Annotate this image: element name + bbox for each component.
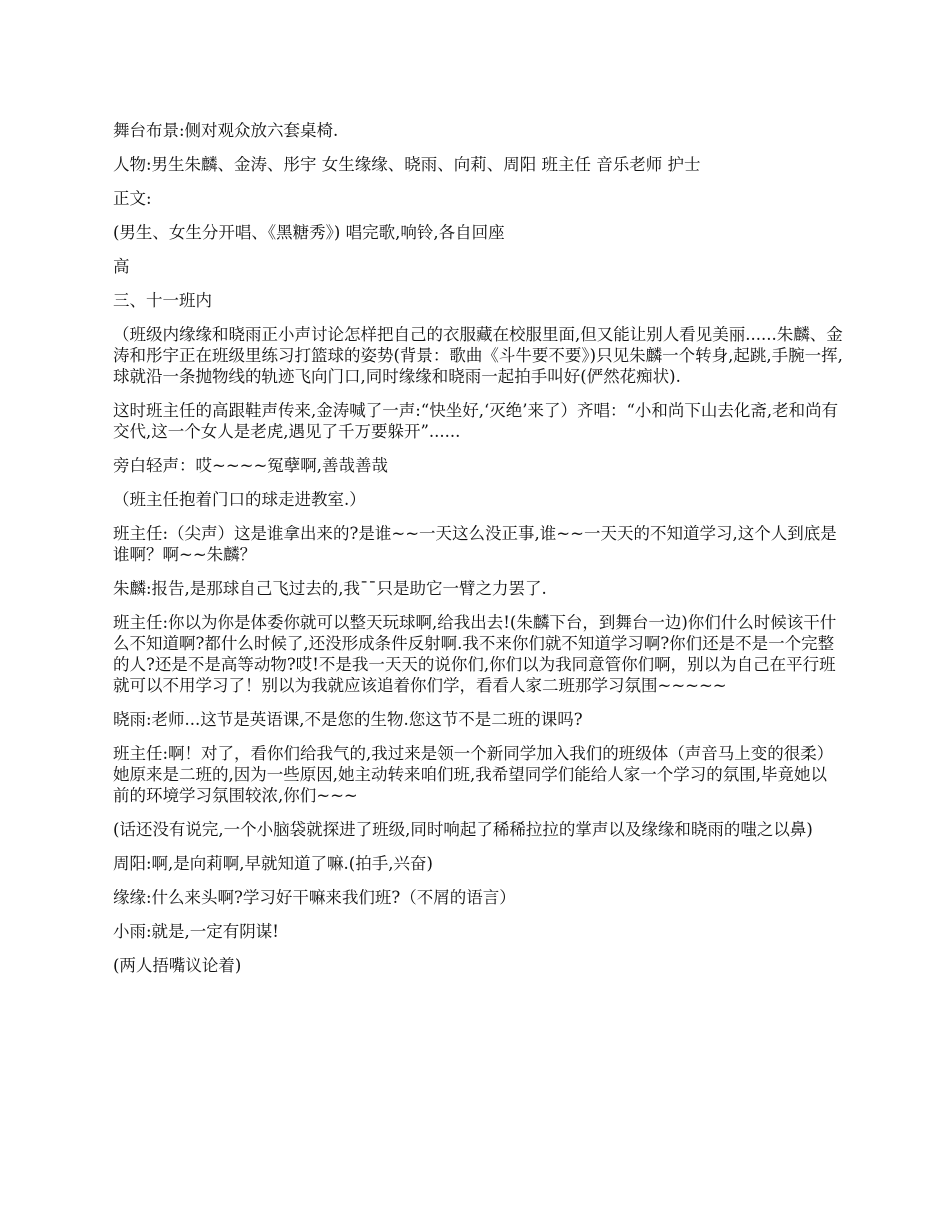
dialogue-line: 小雨:就是,一定有阴谋! bbox=[113, 922, 279, 941]
narrator-line: 旁白轻声：哎~~~~冤孽啊,善哉善哉 bbox=[113, 456, 389, 475]
stage-direction: (两人捂嘴议论着) bbox=[113, 956, 242, 975]
dialogue-line: 周阳:啊,是向莉啊,早就知道了嘛.(拍手,兴奋) bbox=[113, 854, 433, 873]
heading-fragment: 高 bbox=[113, 257, 130, 276]
scene-heading: 三、十一班内 bbox=[113, 291, 212, 310]
main-text-label: 正文: bbox=[113, 189, 152, 208]
document-body bbox=[113, 120, 843, 989]
dialogue-line: 朱麟:报告,是那球自己飞过去的,我¯¯只是助它一臂之力罢了. bbox=[113, 579, 547, 598]
dialogue-line: 班主任:（尖声）这是谁拿出来的?是谁~~一天这么没正事,谁~~一天天的不知道学习,这个人到底是谁啊？啊~~朱麟？ bbox=[113, 524, 837, 564]
dialogue-line: 班主任:啊！对了，看你们给我气的,我过来是领一个新同学加入我们的班级体（声音马上变的很柔）她原来是二班的,因为一些原因,她主动转来咱们班,我希望同学们能给人家一个学习的氛围,毕竟她以前的环境学习氛围较浓,你们~~~ bbox=[113, 744, 834, 805]
dialogue-line: 班主任:你以为你是体委你就可以整天玩球啊,给我出去!(朱麟下台，到舞台一边)你们什么时候该干什么不知道啊?都什么时候了,还没形成条件反射啊.我不来你们就不知道学习啊?你们还是不是一个完整的人?还是不是高等动物?哎!不是我一天天的说你们,你们以为我同意管你们啊，别以为自己在平行班就可以不用学习了！别以为我就应该追着你们学，看看人家二班那学习氛围~~~~~ bbox=[113, 613, 837, 695]
stage-direction: （班级内缘缘和晓雨正小声讨论怎样把自己的衣服藏在校服里面,但又能让别人看见美丽......朱麟、金涛和彤宇正在班级里练习打篮球的姿势(背景：歌曲《斗牛要不要》)只见朱麟一个转身,起跳,手腕一挥,球就沿一条抛物线的轨迹飞向门口,同时缘缘和晓雨一起拍手叫好(俨然花痴状). bbox=[113, 325, 843, 386]
stage-direction: （班主任抱着门口的球走进教室.） bbox=[113, 490, 366, 509]
stage-direction: (男生、女生分开唱、《黑糖秀》) 唱完歌,响铃,各自回座 bbox=[113, 223, 505, 242]
stage-direction: (话还没有说完,一个小脑袋就探进了班级,同时响起了稀稀拉拉的掌声以及缘缘和晓雨的嗤之以鼻) bbox=[113, 820, 813, 839]
characters-line: 人物:男生朱麟、金涛、彤宇 女生缘缘、晓雨、向莉、周阳 班主任 音乐老师 护士 bbox=[113, 155, 701, 174]
stage-setting-line: 舞台布景:侧对观众放六套桌椅. bbox=[113, 121, 339, 140]
dialogue-line: 缘缘:什么来头啊?学习好干嘛来我们班?（不屑的语言） bbox=[113, 888, 516, 907]
dialogue-paragraph: 这时班主任的高跟鞋声传来,金涛喊了一声:“快坐好,‘灭绝’来了）齐唱：“小和尚下山去化斋,老和尚有交代,这一个女人是老虎,遇见了千万要躲开”...... bbox=[113, 401, 839, 441]
dialogue-line: 晓雨:老师...这节是英语课,不是您的生物.您这节不是二班的课吗? bbox=[113, 710, 583, 729]
